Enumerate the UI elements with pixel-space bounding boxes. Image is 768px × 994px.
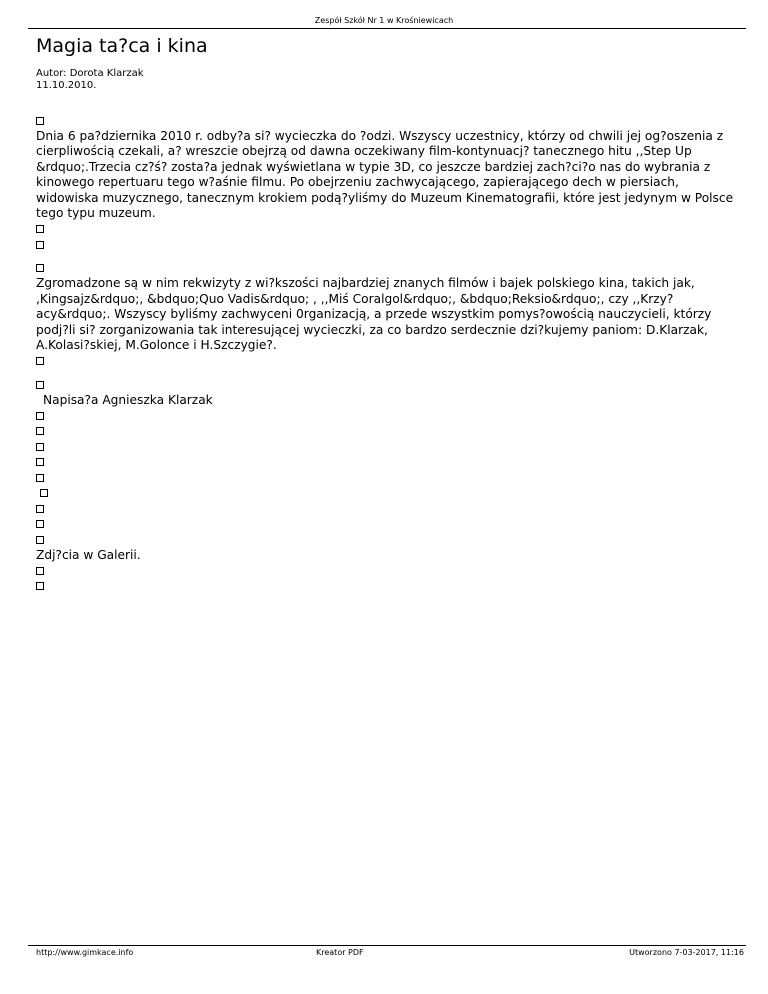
missing-glyph-box: [36, 412, 44, 420]
missing-glyph-box: [36, 536, 44, 544]
missing-glyph-box: [36, 381, 44, 389]
article-title: Magia ta?ca i kina: [36, 35, 208, 57]
missing-glyph-box: [36, 567, 44, 575]
missing-glyph-box: [36, 458, 44, 466]
article-meta: [36, 68, 144, 92]
missing-glyph-box: [36, 357, 44, 365]
missing-glyph-box: [40, 489, 48, 497]
header-school-name: Zespół Szkół Nr 1 w Krośniewicach: [314, 16, 454, 25]
article-date: 11.10.2010.: [36, 80, 97, 91]
missing-glyph-box: [36, 225, 44, 233]
missing-glyph-box: [36, 520, 44, 528]
missing-glyph-box: [36, 241, 44, 249]
footer-divider: [28, 945, 746, 946]
paragraph-museum: Zgromadzone są w nim rekwizyty z wi?kszości najbardziej znanych filmów i bajek polskiego kina, takich jak, ,Kingsajz&rdquo;, &bdquo;Quo Vadis&rdquo; , ,,Miś Coralgol&rdquo;, &bdquo;Reksio&rdquo;, czy ,,Krzy?acy&rdquo;. Wszyscy byliśmy zachwyceni 0rganizacją, a przede wszystkim pomys?owością nauczycieli, którzy podj?li si? zorganizowania tak interesującej wycieczki, za co bardzo serdecznie dzi?kujemy paniom: D.Klarzak, A.Kolasi?skiej, M.Golonce i H.Szczygie?.: [36, 276, 712, 352]
missing-glyph-box: [36, 117, 44, 125]
footer-created: Utworzono 7-03-2017, 11:16: [629, 948, 744, 957]
missing-glyph-box: [36, 474, 44, 482]
missing-glyph-box: [36, 427, 44, 435]
missing-glyph-box: [36, 505, 44, 513]
footer-generator: Kreator PDF: [316, 948, 364, 957]
missing-glyph-box: [36, 264, 44, 272]
article-body: [36, 113, 736, 594]
paragraph-trip: Dnia 6 pa?dziernika 2010 r. odby?a si? wycieczka do ?odzi. Wszyscy uczestnicy, którzy od chwili jej og?oszenia z cierpliwością czekali, a? wreszcie obejrzą od dawna oczekiwany film-kontynuacj? tanecznego hitu ,,Step Up &rdquo;.Trzecia cz?ś? zosta?a jednak wyświetlana w typie 3D, co jeszcze bardziej zach?ci?o nas do wybrania z kinowego repertuaru tego w?aśnie filmu. Po obejrzeniu zachwycającego, zapierającego dech w piersiach, widowiska muzycznego, tanecznym krokiem podą?yliśmy do Muzeum Kinematografii, które jest jedynym w Polsce tego typu muzeum.: [36, 128, 734, 220]
missing-glyph-box: [36, 582, 44, 590]
footer-url[interactable]: http://www.gimkace.info: [36, 948, 134, 957]
gallery-note: Zdj?cia w Galerii.: [36, 547, 141, 562]
article-signature: Napisa?a Agnieszka Klarzak: [43, 392, 213, 407]
author-line: Autor: Dorota Klarzak: [36, 68, 144, 79]
missing-glyph-box: [36, 443, 44, 451]
header-divider: [28, 28, 746, 29]
